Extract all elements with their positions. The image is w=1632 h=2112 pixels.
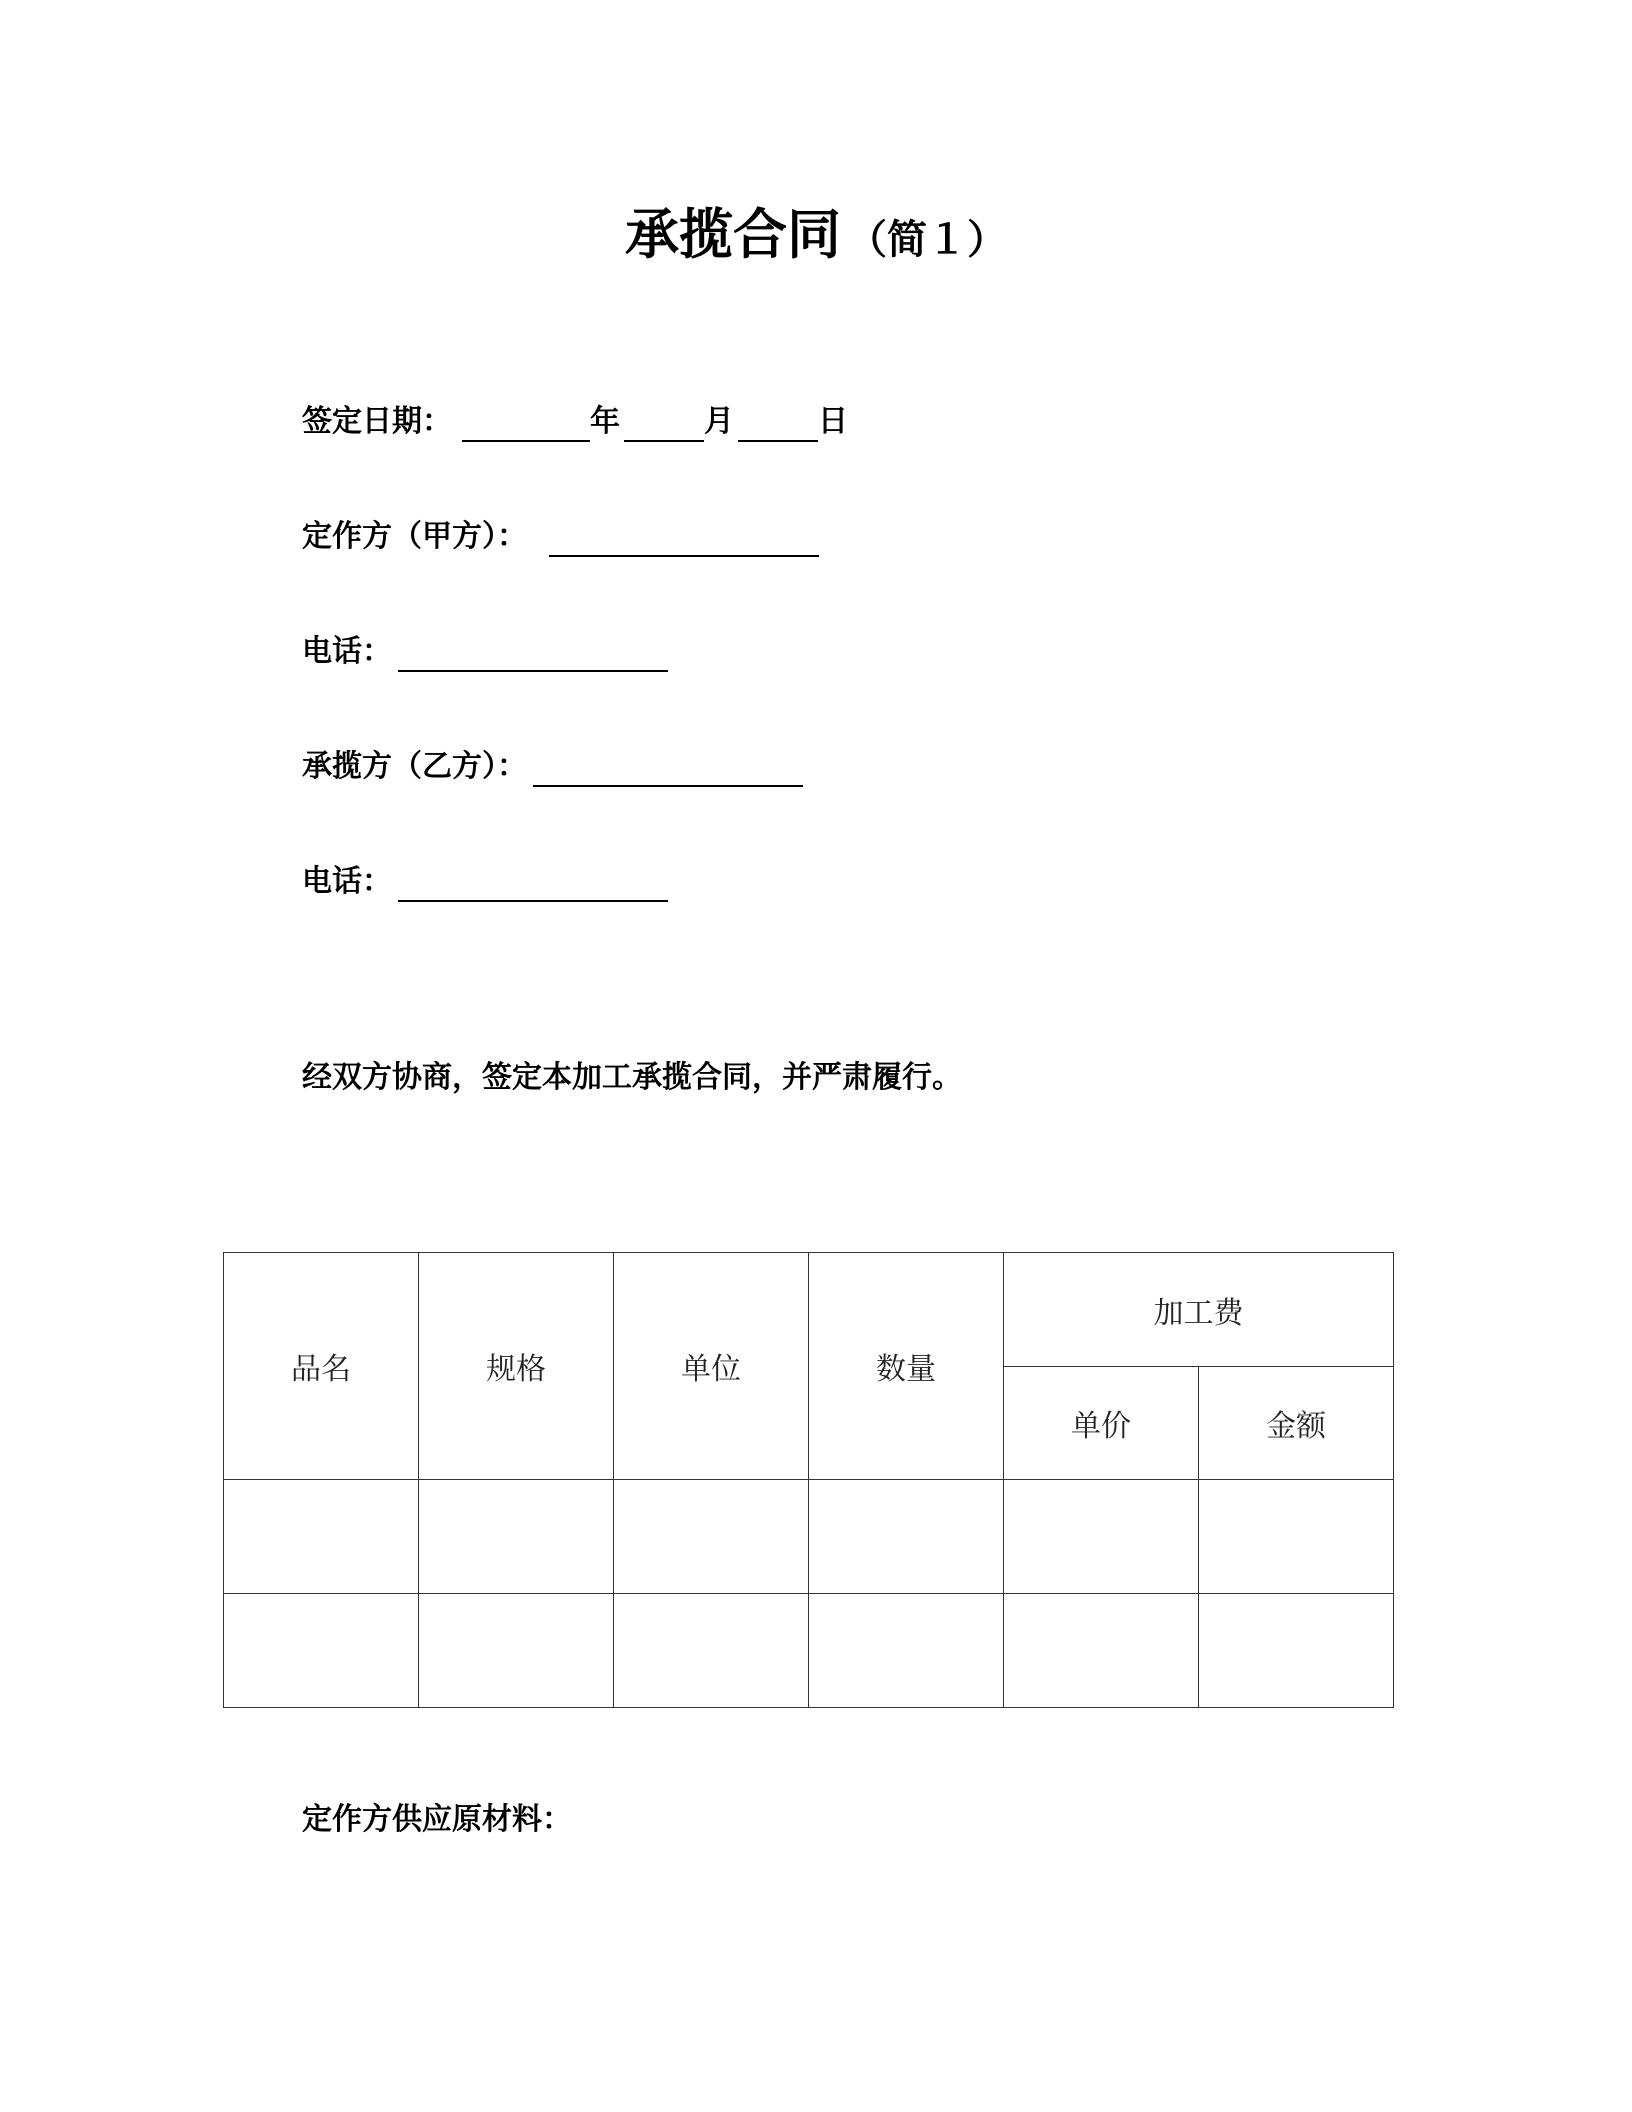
table-row xyxy=(224,1480,1394,1594)
year-label: 年 xyxy=(590,404,620,439)
table-cell[interactable] xyxy=(614,1480,809,1594)
title-main: 承揽合同 xyxy=(625,203,841,266)
header-unit: 单位 xyxy=(614,1253,809,1480)
month-blank[interactable] xyxy=(624,406,704,442)
party-b-blank[interactable] xyxy=(533,751,803,787)
table-cell[interactable] xyxy=(809,1594,1004,1708)
table-cell[interactable] xyxy=(1199,1594,1394,1708)
table-cell[interactable] xyxy=(224,1480,419,1594)
table-cell[interactable] xyxy=(809,1480,1004,1594)
day-blank[interactable] xyxy=(738,406,818,442)
header-name: 品名 xyxy=(224,1253,419,1480)
phone-a-field xyxy=(302,632,668,672)
table-cell[interactable] xyxy=(419,1480,614,1594)
agreement-statement: 经双方协商，签定本加工承揽合同，并严肃履行。 xyxy=(302,1060,962,1095)
phone-b-label: 电话： xyxy=(302,864,392,899)
header-spec: 规格 xyxy=(419,1253,614,1480)
table-cell[interactable] xyxy=(1199,1480,1394,1594)
year-blank[interactable] xyxy=(462,406,590,442)
header-quantity: 数量 xyxy=(809,1253,1004,1480)
day-label: 日 xyxy=(818,404,848,439)
table-cell[interactable] xyxy=(614,1594,809,1708)
phone-a-blank[interactable] xyxy=(398,636,668,672)
title-sub: （简１） xyxy=(847,217,1007,263)
header-amount: 金额 xyxy=(1199,1367,1394,1480)
table-cell[interactable] xyxy=(1004,1480,1199,1594)
sign-date-label: 签定日期： xyxy=(302,404,452,439)
header-processing-fee: 加工费 xyxy=(1004,1253,1394,1367)
party-a-blank[interactable] xyxy=(549,521,819,557)
document-title xyxy=(0,200,1632,275)
table-cell[interactable] xyxy=(224,1594,419,1708)
month-label: 月 xyxy=(704,404,734,439)
header-unit-price: 单价 xyxy=(1004,1367,1199,1480)
table-cell[interactable] xyxy=(1004,1594,1199,1708)
phone-b-blank[interactable] xyxy=(398,866,668,902)
party-a-field xyxy=(302,517,819,557)
party-b-field xyxy=(302,747,803,787)
party-a-label: 定作方（甲方）： xyxy=(302,519,527,554)
table-row xyxy=(224,1594,1394,1708)
phone-a-label: 电话： xyxy=(302,634,392,669)
table-cell[interactable] xyxy=(419,1594,614,1708)
phone-b-field xyxy=(302,862,668,902)
processing-fee-table xyxy=(223,1252,1394,1708)
party-b-label: 承揽方（乙方）： xyxy=(302,749,527,784)
supplied-materials-label: 定作方供应原材料： xyxy=(302,1802,572,1837)
sign-date-field xyxy=(302,402,848,442)
